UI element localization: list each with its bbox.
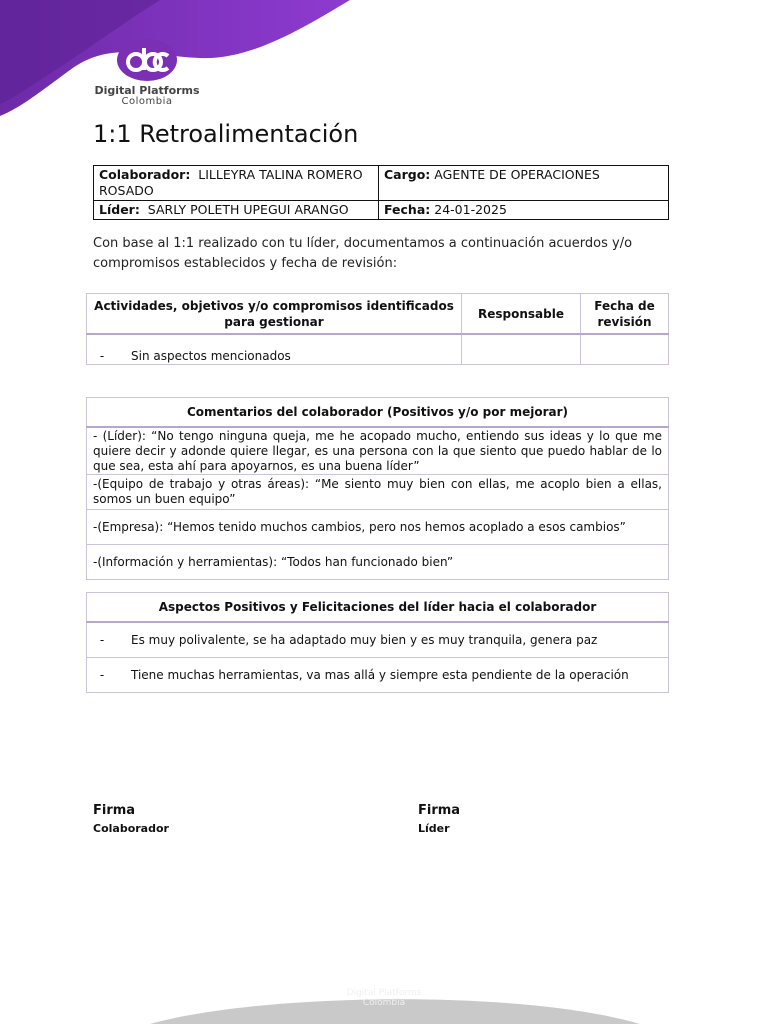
brand-subtitle: Colombia — [121, 96, 173, 107]
lider-label: Líder: — [99, 202, 140, 217]
activity-text: Sin aspectos mencionados — [131, 349, 291, 363]
table-row — [87, 545, 669, 580]
info-table — [93, 165, 669, 220]
colaborador-cell — [94, 166, 379, 201]
activities-table — [86, 293, 669, 365]
activity-cell — [87, 334, 462, 365]
bullet-marker: - — [99, 633, 105, 647]
intro-paragraph: Con base al 1:1 realizado con tu líder, documentamos a continuación acuerdos y/o compromisos establecidos y fecha de revisión: — [93, 236, 633, 271]
table-row — [87, 510, 669, 545]
table-row — [87, 427, 669, 475]
page-title: 1:1 Retroalimentación — [93, 120, 359, 148]
table-row — [87, 334, 669, 365]
comments-header: Comentarios del colaborador (Positivos y/o por mejorar) — [87, 398, 669, 428]
colaborador-label: Colaborador: — [99, 167, 191, 182]
lider-cell — [94, 201, 379, 220]
brand-logo — [92, 38, 202, 107]
fecha-value: 24-01-2025 — [434, 202, 507, 217]
signature-role-colaborador: Colaborador — [93, 822, 169, 835]
bullet-marker: - — [99, 668, 105, 682]
positive-text: Es muy polivalente, se ha adaptado muy bien y es muy tranquila, genera paz — [131, 633, 598, 647]
dpc-logo-icon — [116, 38, 178, 82]
lider-value: SARLY POLETH UPEGUI ARANGO — [147, 202, 349, 217]
positive-text: Tiene muchas herramientas, va mas allá y siempre esta pendiente de la operación — [131, 668, 629, 682]
signature-label-lider: Firma — [418, 803, 461, 818]
brand-name: Digital Platforms — [94, 84, 200, 97]
responsable-header: Responsable — [462, 294, 581, 335]
footer-brand — [0, 988, 768, 1008]
cargo-label: Cargo: — [384, 167, 431, 182]
positives-header: Aspectos Positivos y Felicitaciones del líder hacia el colaborador — [87, 593, 669, 623]
bullet-marker: - — [99, 349, 105, 363]
fecha-cell — [379, 201, 669, 220]
responsable-cell — [462, 334, 581, 365]
positive-item — [87, 658, 669, 693]
fecha-revision-header: Fecha de revisión — [581, 294, 669, 335]
table-row — [87, 475, 669, 510]
fecha-revision-cell — [581, 334, 669, 365]
comment-equipo: -(Equipo de trabajo y otras áreas): “Me siento muy bien con ellas, me acoplo bien a ellas, somos un buen equipo” — [87, 475, 669, 510]
signature-label-colaborador: Firma — [93, 803, 136, 818]
colaborador-value: LILLEYRA TALINA ROMERO ROSADO — [99, 167, 363, 198]
comments-table — [86, 397, 669, 580]
positives-table — [86, 592, 669, 693]
table-row — [87, 622, 669, 658]
footer-brand-name: Digital Platforms — [346, 988, 422, 998]
comment-empresa: -(Empresa): “Hemos tenido muchos cambios, pero nos hemos acoplado a esos cambios” — [87, 510, 669, 545]
signature-role-lider: Líder — [418, 822, 450, 835]
comment-lider: - (Líder): “No tengo ninguna queja, me he acopado mucho, entiendo sus ideas y lo que me quiere decir y adonde quiere llegar, es una persona con la que siento que puedo hablar de lo que sea, esta ahí para apoyarnos, es una buena líder” — [87, 427, 669, 475]
table-row — [87, 658, 669, 693]
activities-header: Actividades, objetivos y/o compromisos identificados para gestionar — [87, 294, 462, 335]
cargo-value: AGENTE DE OPERACIONES — [434, 167, 600, 182]
cargo-cell — [379, 166, 669, 201]
fecha-label: Fecha: — [384, 202, 431, 217]
footer-brand-sub: Colombia — [362, 998, 406, 1008]
comment-herramientas: -(Información y herramientas): “Todos han funcionado bien” — [87, 545, 669, 580]
positive-item — [87, 622, 669, 658]
